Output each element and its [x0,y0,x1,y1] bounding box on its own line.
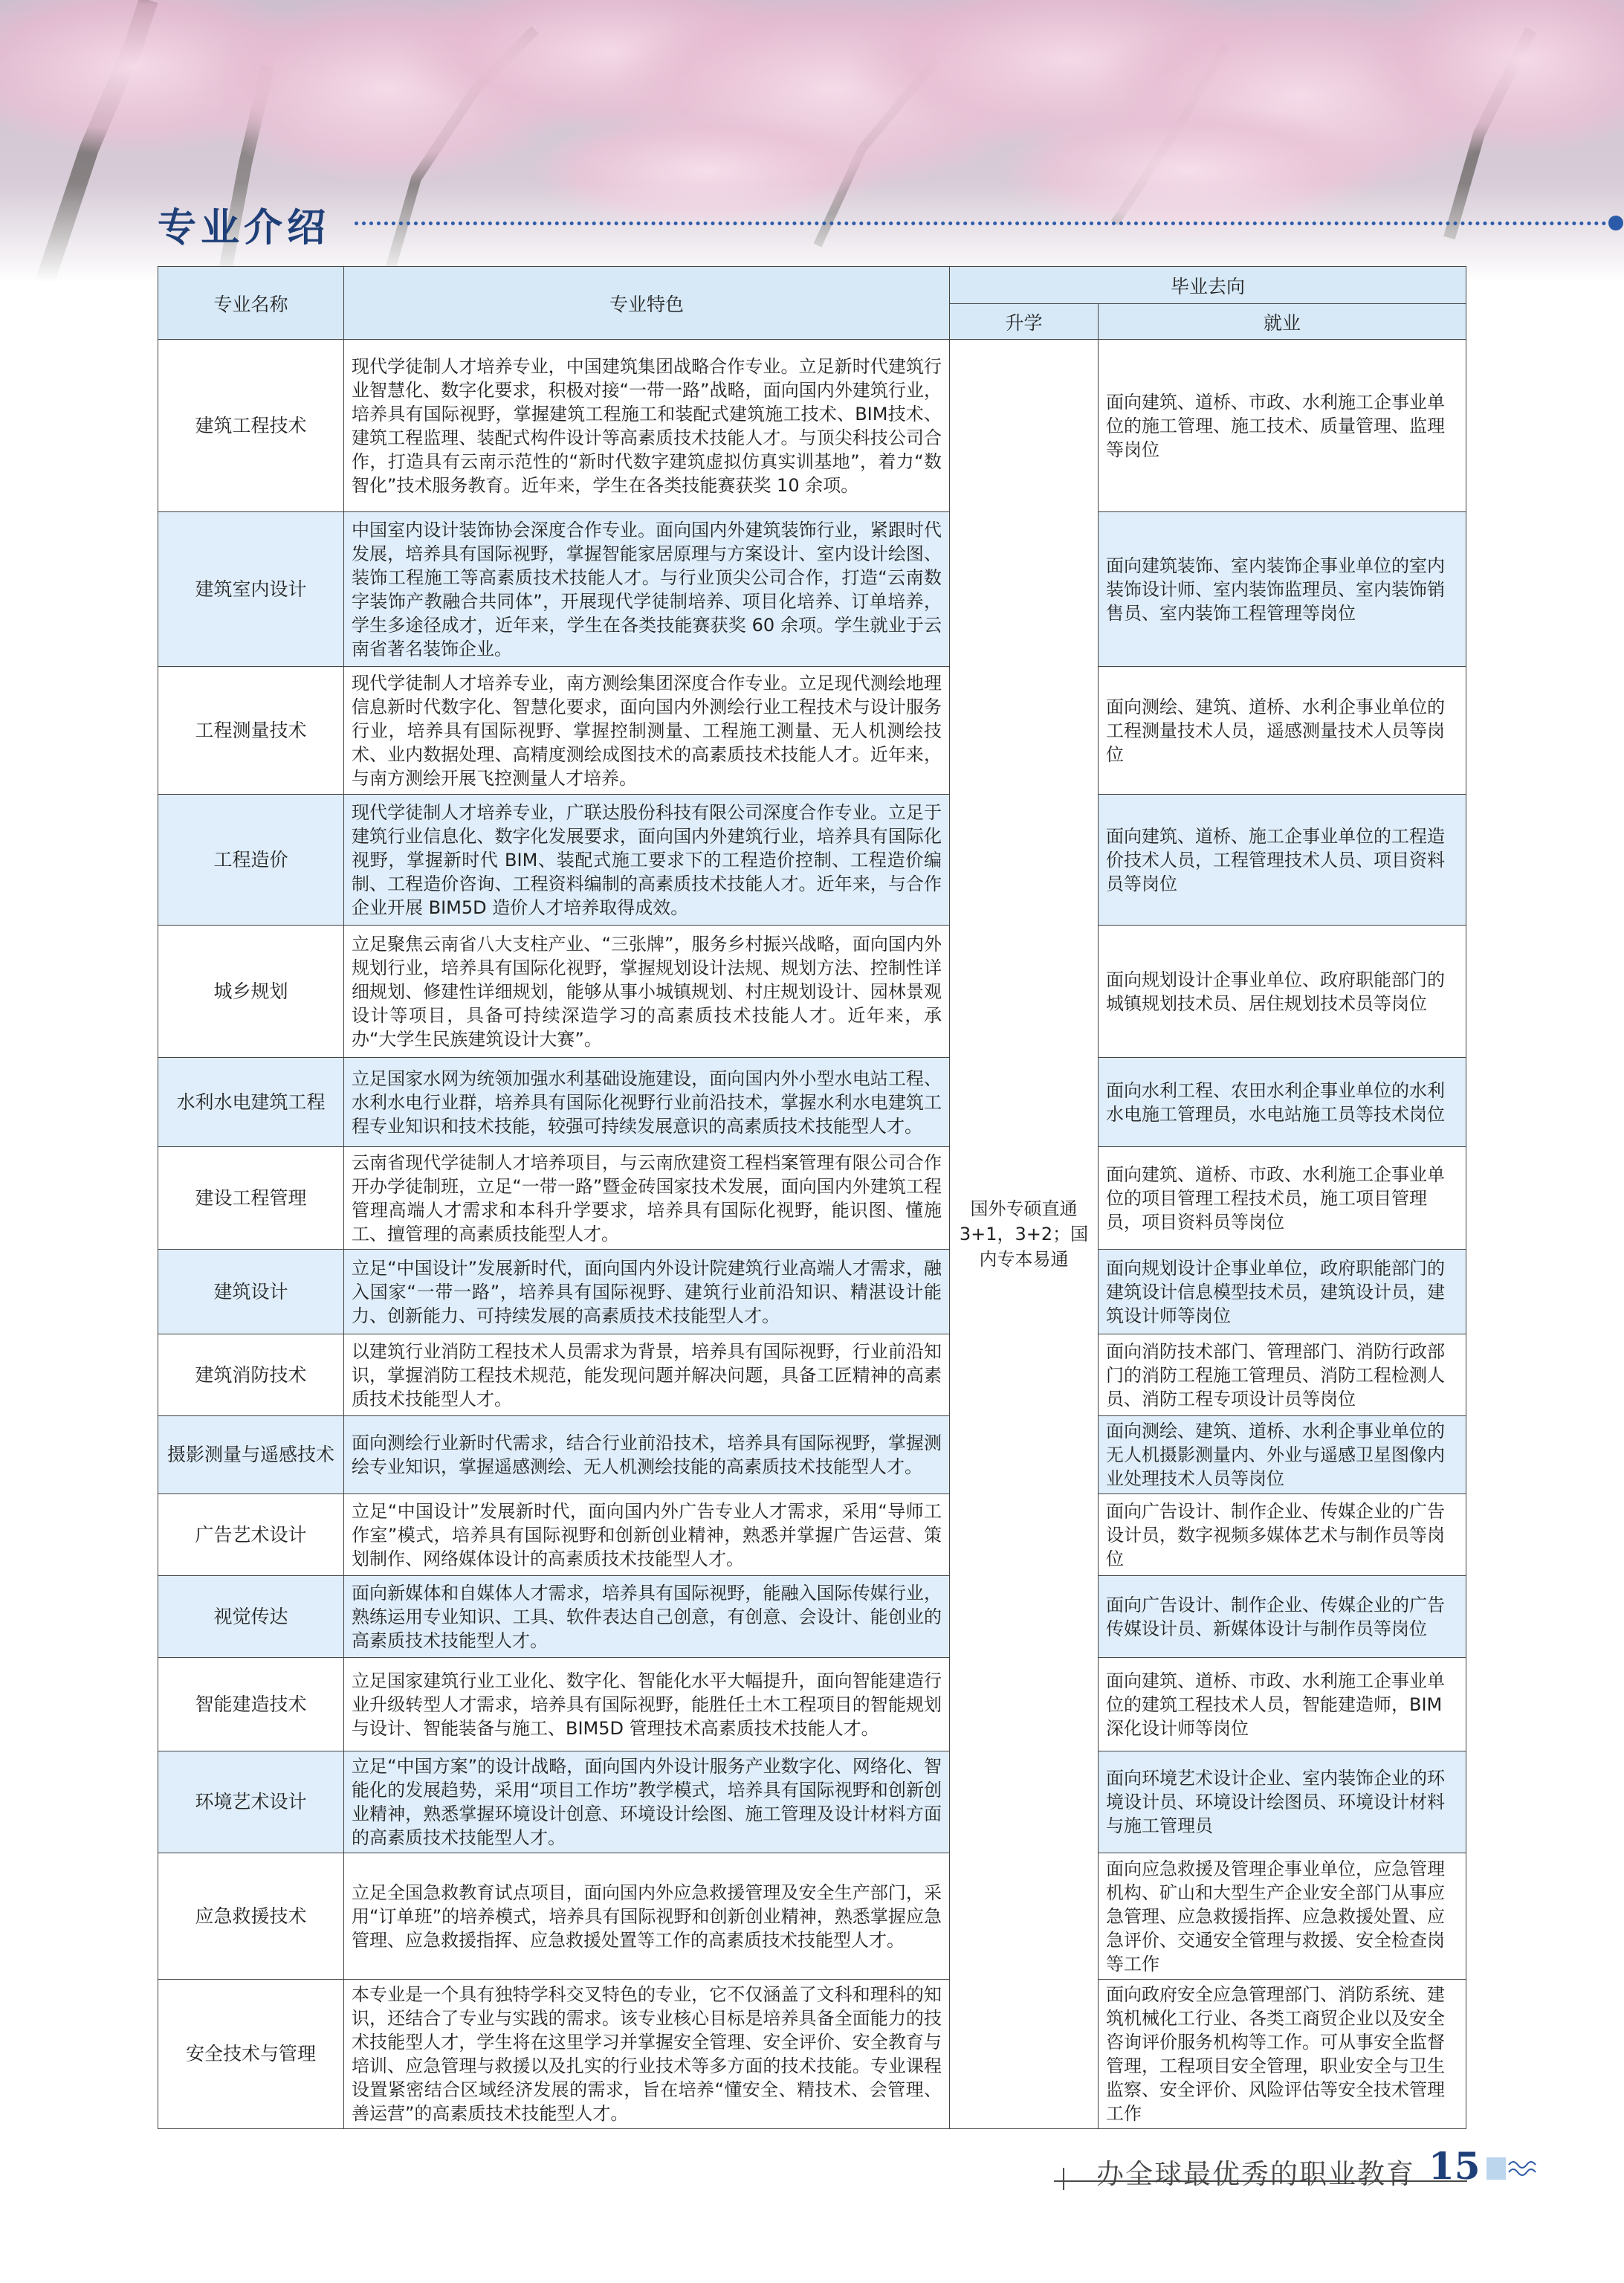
program-name-cell: 建筑室内设计 [158,512,344,667]
table-row [158,1980,1466,2129]
footer-cross-mark [1063,2168,1064,2190]
table-row [158,1334,1466,1416]
program-feature-cell: 现代学徒制人才培养专业，中国建筑集团战略合作专业。立足新时代建筑行业智慧化、数字化要求，积极对接“一带一路”战略，面向国内外建筑行业，培养具有国际视野，掌握建筑工程施工和装配式建筑施工技术、BIM技术、建筑工程监理、装配式构件设计等高素质技术技能人才。与顶尖科技公司合作，打造具有云南示范性的“新时代数字建筑虚拟仿真实训基地”，着力“数智化”技术服务教育。近年来，学生在各类技能赛获奖 10 余项。 [344,340,950,512]
employment-cell: 面向建筑、道桥、市政、水利施工企事业单位的项目管理工程技术员，施工项目管理员，项目资料员等岗位 [1099,1147,1466,1250]
employment-cell: 面向广告设计、制作企业、传媒企业的广告设计员，数字视频多媒体艺术与制作员等岗位 [1099,1494,1466,1576]
program-name-cell: 广告艺术设计 [158,1494,344,1576]
program-feature-cell: 中国室内设计装饰协会深度合作专业。面向国内外建筑装饰行业，紧跟时代发展，培养具有国际视野，掌握智能家居原理与方案设计、室内设计绘图、装饰工程施工等高素质技术技能人才。与行业顶尖公司合作，打造“云南数字装饰产教融合共同体”，开展现代学徒制培养、项目化培养、订单培养，学生多途径成才，近年来，学生在各类技能赛获奖 60 余项。学生就业于云南省著名装饰企业。 [344,512,950,667]
employment-cell: 面向测绘、建筑、道桥、水利企事业单位的无人机摄影测量内、外业与遥感卫星图像内业处理技术人员等岗位 [1099,1416,1466,1494]
table-row [158,340,1466,512]
table-row [158,1147,1466,1250]
table-row [158,1416,1466,1494]
header-graduate-destination: 毕业去向 [950,267,1466,304]
program-feature-cell: 立足全国急救教育试点项目，面向国内外应急救援管理及安全生产部门，采用“订单班”的培养模式，培养具有国际视野和创新创业精神，熟悉掌握应急管理、应急救援指挥、应急救援处置等工作的高素质技术技能型人才。 [344,1853,950,1980]
table-row [158,1250,1466,1334]
program-name-cell: 水利水电建筑工程 [158,1058,344,1147]
program-name-cell: 智能建造技术 [158,1658,344,1751]
header-employment: 就业 [1099,304,1466,340]
program-feature-cell: 立足“中国设计”发展新时代，面向国内外设计院建筑行业高端人才需求，融入国家“一带一路”，培养具有国际视野、建筑行业前沿知识、精湛设计能力、创新能力、可持续发展的高素质技术技能型人才。 [344,1250,950,1334]
header-program-name: 专业名称 [158,267,344,340]
section-heading [158,192,1466,251]
program-feature-cell: 本专业是一个具有独特学科交叉特色的专业，它不仅涵盖了文科和理科的知识，还结合了专业与实践的需求。该专业核心目标是培养具备全面能力的技术技能型人才，学生将在这里学习并掌握安全管理、安全评价、安全教育与培训、应急管理与救援以及扎实的行业技术等多方面的技术技能。专业课程设置紧密结合区域经济发展的需求，旨在培养“懂安全、精技术、会管理、善运营”的高素质技术技能型人才。 [344,1980,950,2129]
program-feature-cell: 面向测绘行业新时代需求，结合行业前沿技术，培养具有国际视野，掌握测绘专业知识，掌握遥感测绘、无人机测绘技能的高素质技术技能型人才。 [344,1416,950,1494]
table-row [158,1058,1466,1147]
program-feature-cell: 面向新媒体和自媒体人才需求，培养具有国际视野，能融入国际传媒行业，熟练运用专业知识、工具、软件表达自己创意，有创意、会设计、能创业的高素质技术技能型人才。 [344,1576,950,1658]
footer-slogan: 办全球最优秀的职业教育 [1096,2158,1415,2190]
wave-icon [1486,2156,1539,2186]
title-dotted-rule [355,222,1614,225]
program-feature-cell: 立足国家水网为统领加强水利基础设施建设，面向国内外小型水电站工程、水利水电行业群，培养具有国际化视野行业前沿技术，掌握水利水电建筑工程专业知识和技术技能，较强可持续发展意识的高素质技术技能型人才。 [344,1058,950,1147]
program-name-cell: 视觉传达 [158,1576,344,1658]
program-feature-cell: 现代学徒制人才培养专业，广联达股份科技有限公司深度合作专业。立足于建筑行业信息化、数字化发展要求，面向国内外建筑行业，培养具有国际化视野，掌握新时代 BIM、装配式施工要求下的工程造价控制、工程造价编制、工程造价咨询、工程资料编制的高素质技术技能人才。近年来，与合作企业开展 BIM5D 造价人才培养取得成效。 [344,795,950,926]
program-name-cell: 建筑消防技术 [158,1334,344,1416]
program-name-cell: 安全技术与管理 [158,1980,344,2129]
table-row [158,1853,1466,1980]
employment-cell: 面向环境艺术设计企业、室内装饰企业的环境设计员、环境设计绘图员、环境设计材料与施工管理员 [1099,1751,1466,1853]
program-table-body [158,340,1466,2129]
program-name-cell: 应急救援技术 [158,1853,344,1980]
further-study-cell: 国外专硕直通3+1，3+2；国内专本易通 [950,340,1099,2129]
program-name-cell: 建筑设计 [158,1250,344,1334]
program-feature-cell: 立足国家建筑行业工业化、数字化、智能化水平大幅提升，面向智能建造行业升级转型人才需求，培养具有国际视野，能胜任土木工程项目的智能规划与设计、智能装备与施工、BIM5D 管理技术高素质技术技能人才。 [344,1658,950,1751]
program-table [158,266,1466,2129]
program-feature-cell: 以建筑行业消防工程技术人员需求为背景，培养具有国际视野，行业前沿知识，掌握消防工程技术规范，能发现问题并解决问题，具备工匠精神的高素质技术技能型人才。 [344,1334,950,1416]
program-name-cell: 摄影测量与遥感技术 [158,1416,344,1494]
table-row [158,795,1466,926]
program-feature-cell: 立足聚焦云南省八大支柱产业、“三张牌”，服务乡村振兴战略，面向国内外规划行业，培养具有国际化视野，掌握规划设计法规、规划方法、控制性详细规划、修建性详细规划，能够从事小城镇规划、村庄规划设计、园林景观设计等项目，具备可持续深造学习的高素质技术技能人才。近年来，承办“大学生民族建筑设计大赛”。 [344,926,950,1058]
table-row [158,1751,1466,1853]
program-name-cell: 建筑工程技术 [158,340,344,512]
page-number: 15 [1429,2144,1481,2188]
employment-cell: 面向应急救援及管理企事业单位，应急管理机构、矿山和大型生产企业安全部门从事应急管理、应急救援指挥、应急救援处置、应急评价、交通安全管理与救援、安全检查岗等工作 [1099,1853,1466,1980]
employment-cell: 面向规划设计企事业单位，政府职能部门的建筑设计信息模型技术员，建筑设计员，建筑设计师等岗位 [1099,1250,1466,1334]
title-rule-end-dot [1608,216,1623,230]
program-feature-cell: 现代学徒制人才培养专业，南方测绘集团深度合作专业。立足现代测绘地理信息新时代数字化、智慧化要求，面向国内外测绘行业工程技术与设计服务行业，培养具有国际视野、掌握控制测量、工程施工测量、无人机测绘技术、业内数据处理、高精度测绘成图技术的高素质技术技能人才。近年来，与南方测绘开展飞控测量人才培养。 [344,667,950,795]
table-row [158,1494,1466,1576]
employment-cell: 面向政府安全应急管理部门、消防系统、建筑机械化工行业、各类工商贸企业以及安全咨询评价服务机构等工作。可从事安全监督管理，工程项目安全管理，职业安全与卫生监察、安全评价、风险评估等安全技术管理工作 [1099,1980,1466,2129]
employment-cell: 面向水利工程、农田水利企事业单位的水利水电施工管理员，水电站施工员等技术岗位 [1099,1058,1466,1147]
table-row [158,1658,1466,1751]
employment-cell: 面向测绘、建筑、道桥、水利企事业单位的工程测量技术人员，遥感测量技术人员等岗位 [1099,667,1466,795]
program-table-wrapper [158,266,1466,2129]
section-title: 专业介绍 [158,206,331,251]
program-name-cell: 工程测量技术 [158,667,344,795]
employment-cell: 面向建筑、道桥、施工企事业单位的工程造价技术人员，工程管理技术人员、项目资料员等岗位 [1099,795,1466,926]
table-row [158,512,1466,667]
program-name-cell: 城乡规划 [158,926,344,1058]
program-name-cell: 建设工程管理 [158,1147,344,1250]
program-feature-cell: 立足“中国方案”的设计战略，面向国内外设计服务产业数字化、网络化、智能化的发展趋势，采用“项目工作坊”教学模式，培养具有国际视野和创新创业精神，熟悉掌握环境设计创意、环境设计绘图、施工管理及设计材料方面的高素质技术技能型人才。 [344,1751,950,1853]
table-row [158,926,1466,1058]
employment-cell: 面向广告设计、制作企业、传媒企业的广告传媒设计员、新媒体设计与制作员等岗位 [1099,1576,1466,1658]
table-row [158,1576,1466,1658]
employment-cell: 面向消防技术部门、管理部门、消防行政部门的消防工程施工管理员、消防工程检测人员、消防工程专项设计员等岗位 [1099,1334,1466,1416]
program-name-cell: 环境艺术设计 [158,1751,344,1853]
header-program-feature: 专业特色 [344,267,950,340]
table-row [158,667,1466,795]
header-further-study: 升学 [950,304,1099,340]
employment-cell: 面向规划设计企事业单位、政府职能部门的城镇规划技术员、居住规划技术员等岗位 [1099,926,1466,1058]
employment-cell: 面向建筑、道桥、市政、水利施工企事业单位的建筑工程技术人员，智能建造师，BIM 深化设计师等岗位 [1099,1658,1466,1751]
employment-cell: 面向建筑装饰、室内装饰企事业单位的室内装饰设计师、室内装饰监理员、室内装饰销售员、室内装饰工程管理等岗位 [1099,512,1466,667]
program-feature-cell: 云南省现代学徒制人才培养项目，与云南欣建资工程档案管理有限公司合作开办学徒制班，立足“一带一路”暨金砖国家技术发展，面向国内外建筑工程管理高端人才需求和本科升学要求，培养具有国际化视野，能识图、懂施工、擅管理的高素质技能型人才。 [344,1147,950,1250]
program-name-cell: 工程造价 [158,795,344,926]
program-feature-cell: 立足“中国设计”发展新时代，面向国内外广告专业人才需求，采用“导师工作室”模式，培养具有国际视野和创新创业精神，熟悉并掌握广告运营、策划制作、网络媒体设计的高素质技术技能型人才。 [344,1494,950,1576]
employment-cell: 面向建筑、道桥、市政、水利施工企事业单位的施工管理、施工技术、质量管理、监理等岗位 [1099,340,1466,512]
